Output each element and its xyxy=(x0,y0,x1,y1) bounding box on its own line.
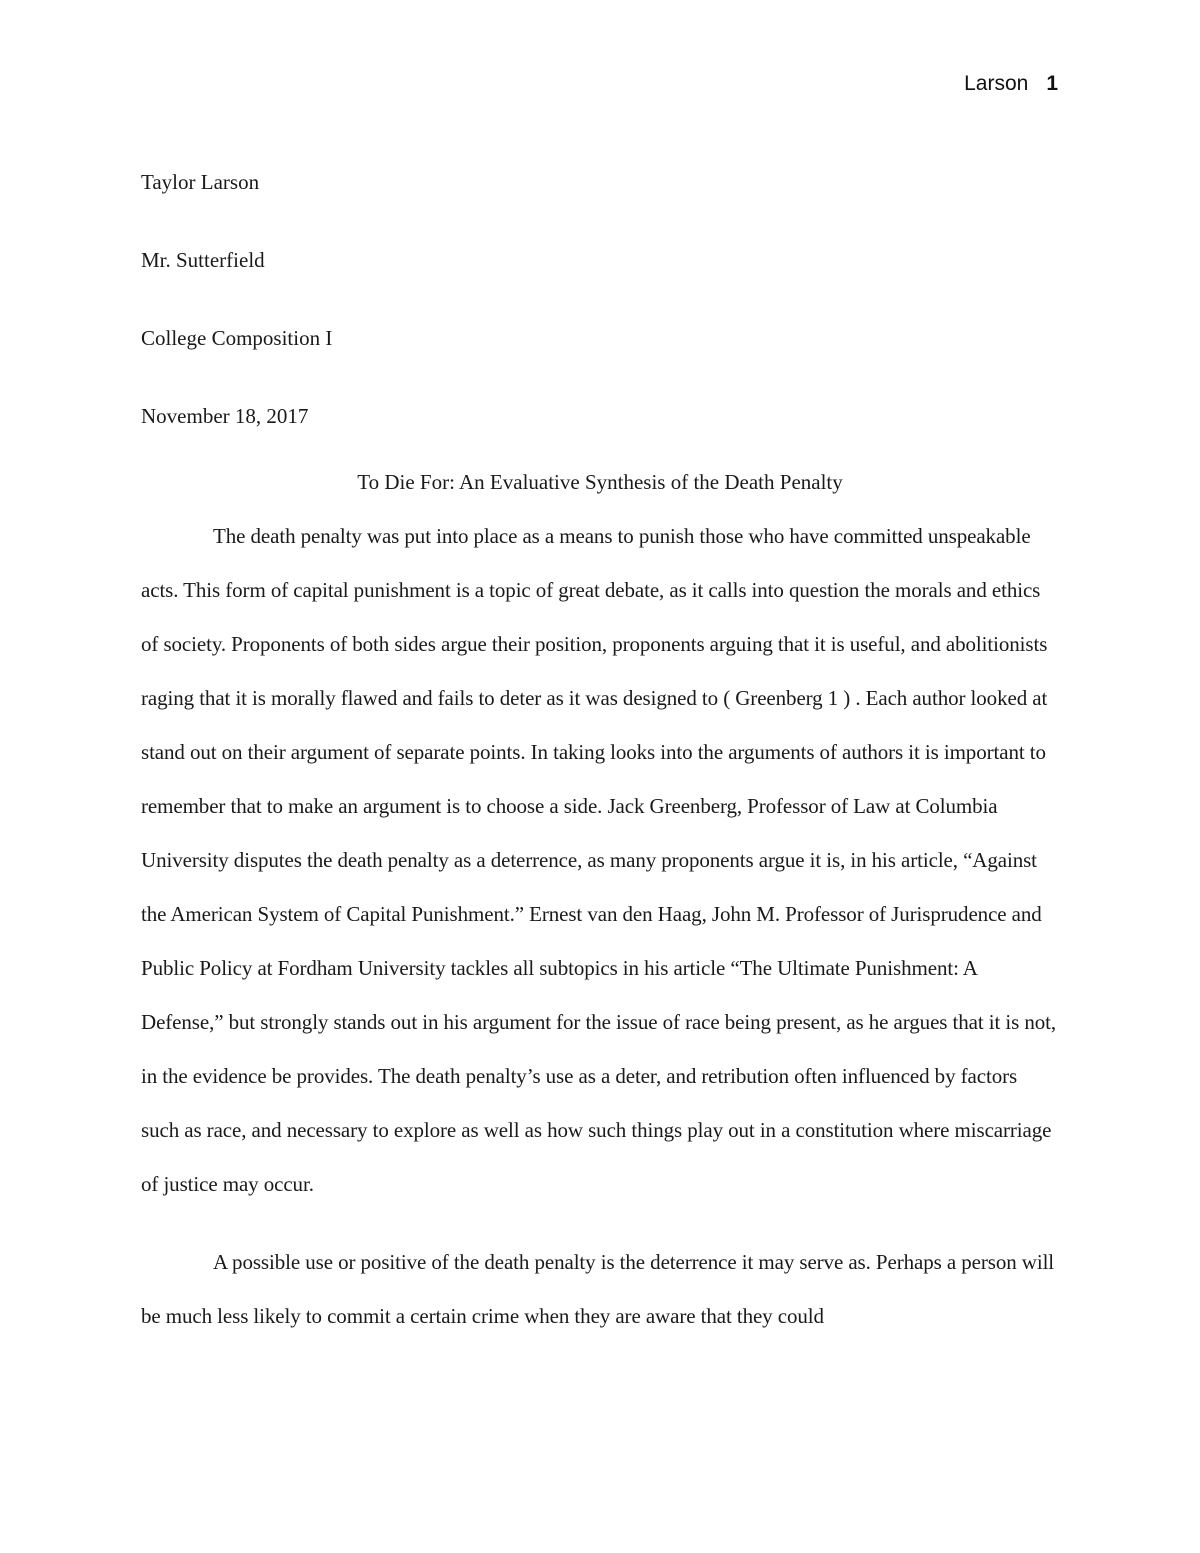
header-page-number: 1 xyxy=(1046,72,1058,95)
header-author-last-name: Larson xyxy=(964,72,1029,95)
essay-title: To Die For: An Evaluative Synthesis of the Death Penalty xyxy=(357,470,843,494)
heading-block xyxy=(141,143,1059,455)
instructor-name: Mr. Sutterfield xyxy=(141,248,265,272)
body-paragraph-1: The death penalty was put into place as a means to punish those who have committed unspeakable acts. This form of capital punishment is a topic of great debate, as it calls into question the morals and ethics of society. Proponents of both sides argue their position, proponents arguing that it is useful, and abolitionists raging that it is morally flawed and fails to deter as it was designed to ( Greenberg 1 ) . Each author looked at stand out on their argument of separate points. In taking looks into the arguments of authors it is important to remember that to make an argument is to choose a side. Jack Greenberg, Professor of Law at Columbia University disputes the death penalty as a deterrence, as many proponents argue it is, in his article, “Against the American System of Capital Punishment.” Ernest van den Haag, John M. Professor of Jurisprudence and Public Policy at Fordham University tackles all subtopics in his article “The Ultimate Punishment: A Defense,” but strongly stands out in his argument for the issue of race being present, as he argues that it is not, in the evidence be provides. The death penalty’s use as a deter, and retribution often influenced by factors such as race, and necessary to explore as well as how such things play out in a constitution where miscarriage of justice may occur. xyxy=(141,524,1057,1196)
document-body xyxy=(141,143,1059,1343)
submission-date: November 18, 2017 xyxy=(141,404,309,428)
student-name: Taylor Larson xyxy=(141,170,260,194)
body-paragraph-2: A possible use or positive of the death penalty is the deterrence it may serve as. Perhaps a person will be much less likely to commit a certain crime when they are aware that they could xyxy=(141,1250,1055,1328)
course-name: College Composition I xyxy=(141,326,333,350)
running-header xyxy=(964,72,1058,96)
